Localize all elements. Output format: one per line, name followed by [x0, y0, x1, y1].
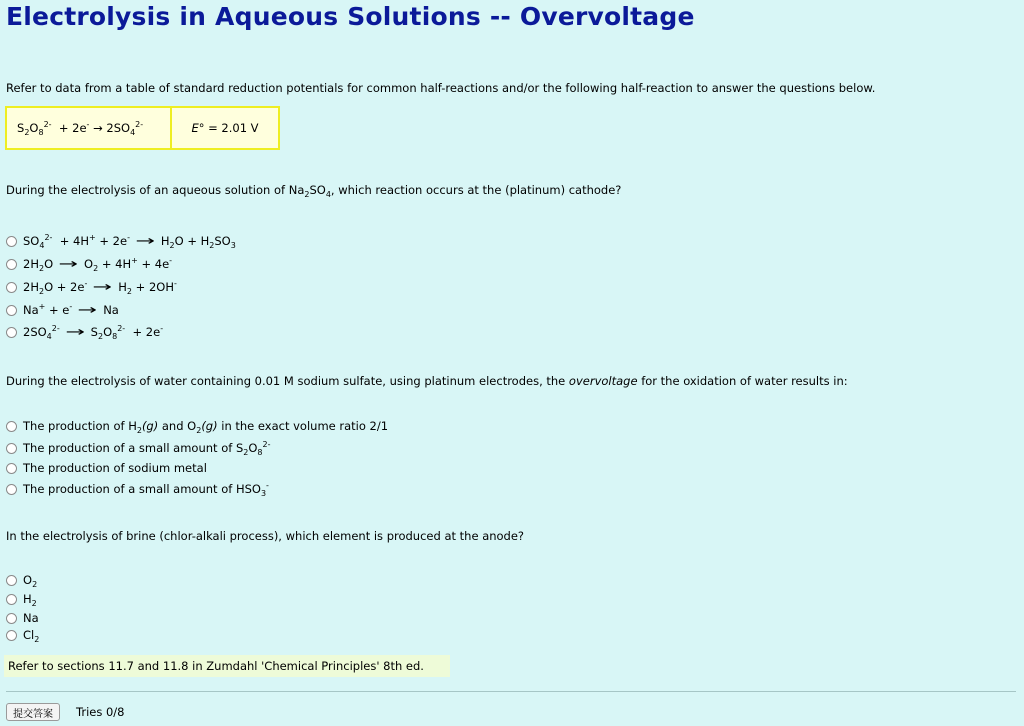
q3-option-3-label: Na [23, 611, 39, 625]
q1-option-4[interactable]: Na+ + e- → Na [6, 303, 119, 318]
submit-answer-button[interactable]: 提交答案 [6, 703, 60, 721]
radio-button[interactable] [6, 259, 17, 270]
reference-note [4, 655, 450, 677]
radio-button[interactable] [6, 463, 17, 474]
q2-option-2[interactable]: The production of a small amount of $S_2O_8^{2-}$ [6, 441, 270, 455]
half-reaction-equation: $S_2O_8^{2-} + 2e^- \to 2SO_4^{2-}$ [7, 108, 172, 148]
q2-option-4[interactable]: The production of a small amount of $HSO_3^-$ [6, 482, 269, 496]
radio-button[interactable] [6, 421, 17, 432]
radio-button[interactable] [6, 613, 17, 624]
radio-button[interactable] [6, 575, 17, 586]
radio-button[interactable] [6, 443, 17, 454]
half-reaction-box [5, 106, 280, 150]
question-3-prompt: In the electrolysis of brine (chlor-alkali process), which element is produced at the anode? [6, 529, 525, 543]
q2-option-3-label: The production of sodium metal [23, 461, 207, 475]
radio-button[interactable] [6, 305, 17, 316]
q1-option-3[interactable]: $2H_2O + 2e^- \to H_2 + 2OH^-$ [6, 280, 177, 295]
reference-text: Refer to sections 11.7 and 11.8 in Zumdahl 'Chemical Principles' 8th ed. [8, 659, 424, 673]
q2-option-3[interactable] [6, 461, 207, 475]
tries-counter: Tries 0/8 [76, 705, 125, 719]
q3-option-3[interactable] [6, 611, 39, 625]
q1-option-1[interactable]: $SO_4^{2-} + 4H^+ + 2e^- \to H_2O + H_2SO_3$ [6, 234, 236, 249]
q3-option-1[interactable]: $O_2$ [6, 573, 37, 587]
radio-button[interactable] [6, 630, 17, 641]
half-reaction-potential: E° = 2.01 V [191, 121, 259, 135]
radio-button[interactable] [6, 327, 17, 338]
radio-button[interactable] [6, 484, 17, 495]
radio-button[interactable] [6, 236, 17, 247]
q3-option-4[interactable]: $Cl_2$ [6, 628, 39, 642]
q1-option-5[interactable]: $2SO_4^{2-} \to S_2O_8^{2-} + 2e^-$ [6, 325, 163, 340]
page-title: Electrolysis in Aqueous Solutions -- Overvoltage [6, 2, 695, 31]
question-1-prompt: During the electrolysis of an aqueous solution of $Na_2SO_4$, which reaction occurs at the (platinum) cathode? [6, 183, 622, 199]
divider [6, 691, 1016, 692]
question-2-prompt: During the electrolysis of water containing 0.01 M sodium sulfate, using platinum electrodes, the overvoltage for the oxidation of water results in: [6, 374, 848, 388]
q2-option-1[interactable]: The production of $H_2(g)$ and $O_2(g)$ in the exact volume ratio 2/1 [6, 419, 388, 433]
intro-text: Refer to data from a table of standard reduction potentials for common half-reactions and/or the following half-reaction to answer the questions below. [6, 81, 876, 95]
radio-button[interactable] [6, 282, 17, 293]
q1-option-2[interactable]: $2H_2O \to O_2 + 4H^+ + 4e^-$ [6, 257, 172, 272]
radio-button[interactable] [6, 594, 17, 605]
q3-option-2[interactable]: $H_2$ [6, 592, 37, 606]
